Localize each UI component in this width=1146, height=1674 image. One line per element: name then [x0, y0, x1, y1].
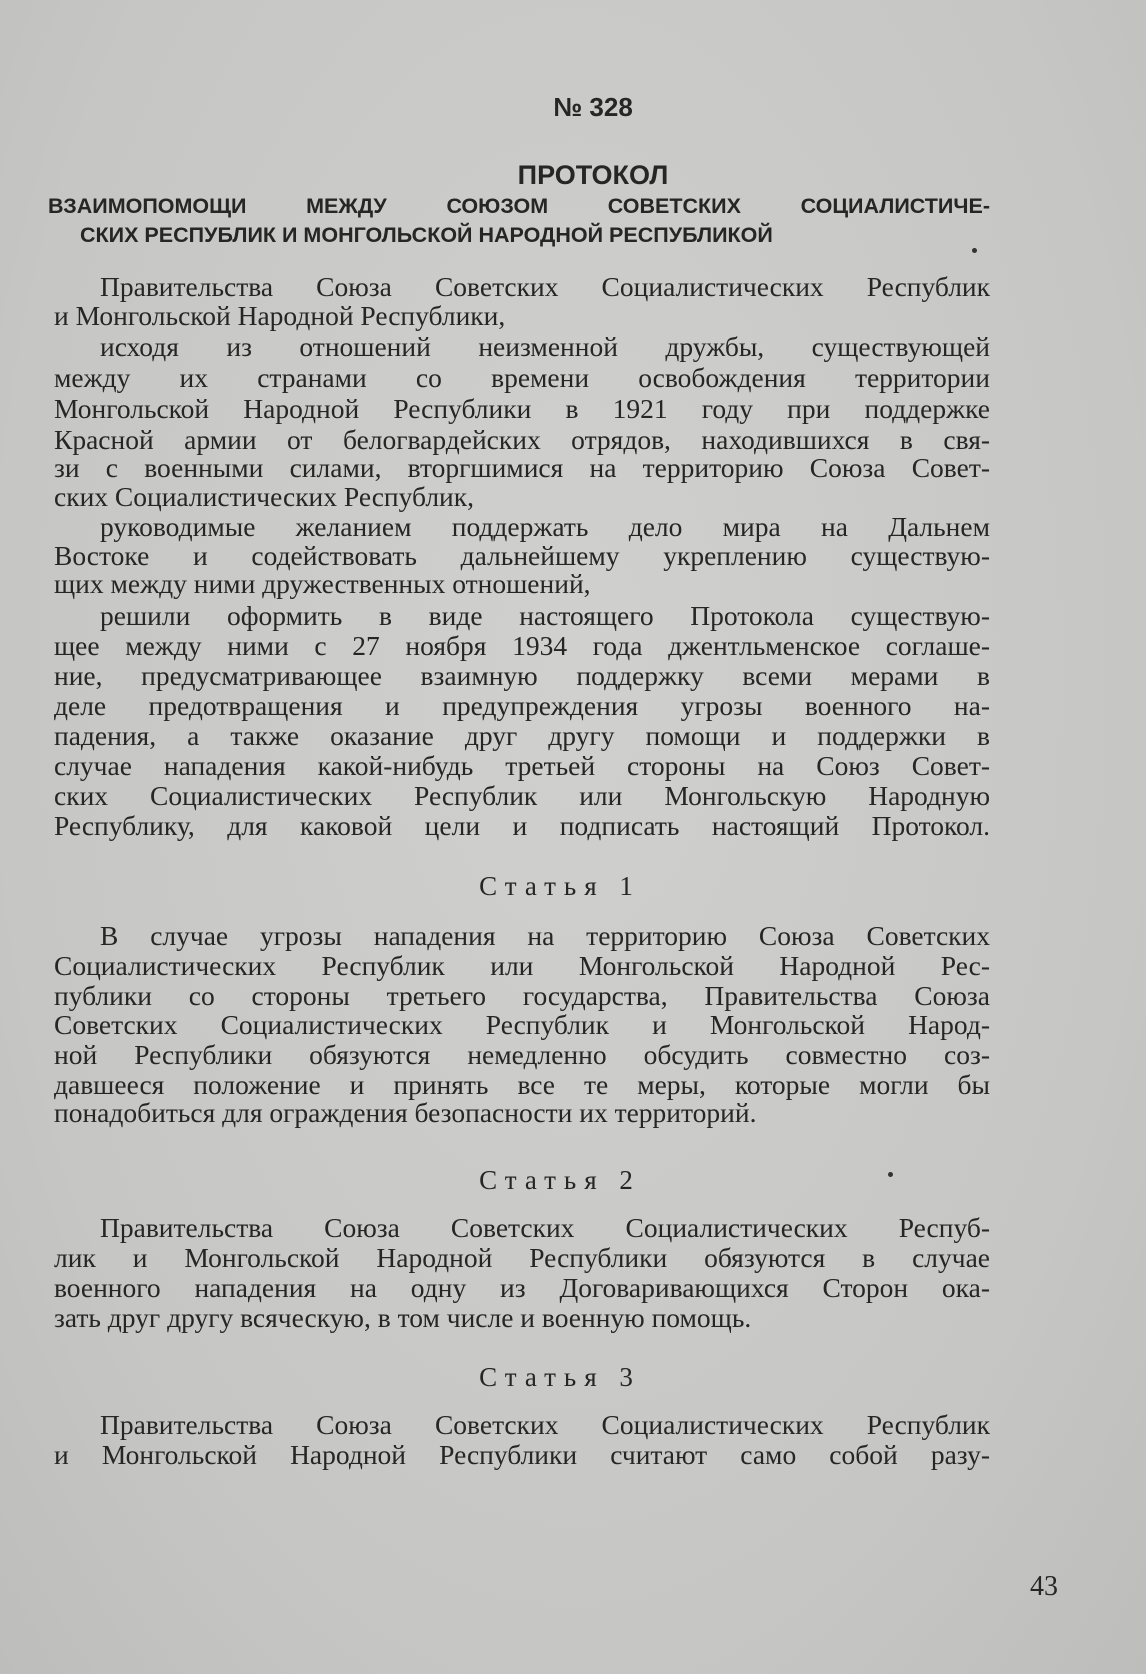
- text-line: исходя из отношений неизменной дружбы, существующей: [100, 331, 990, 362]
- text-line: руководимые желанием поддержать дело мира на Дальнем: [100, 511, 990, 542]
- text-line: деле предотвращения и предупреждения угрозы военного на-: [54, 690, 990, 721]
- text-line: Красной армии от белогвардейских отрядов, находившихся в свя-: [54, 424, 990, 455]
- text-line: ских Социалистических Республик или Монгольскую Народную: [54, 780, 990, 811]
- text-line: зи с военными силами, вторгшимися на территорию Союза Совет-: [54, 452, 990, 483]
- article-heading: Статья 2: [479, 1165, 641, 1195]
- text-line: Советских Социалистических Республик и Монгольской Народ-: [54, 1009, 990, 1040]
- text-line: и Монгольской Народной Республики считают само собой разу-: [54, 1439, 990, 1470]
- text-line: между их странами со времени освобождения территории: [54, 362, 990, 393]
- text-line: В случае угрозы нападения на территорию Союза Советских: [100, 920, 990, 951]
- text-line: зать друг другу всяческую, в том числе и военную помощь.: [54, 1302, 752, 1333]
- document-number: № 328: [553, 92, 633, 122]
- subtitle-line: СКИХ РЕСПУБЛИК И МОНГОЛЬСКОЙ НАРОДНОЙ РЕСПУБЛИКОЙ: [80, 223, 773, 247]
- text-line: Правительства Союза Советских Социалистических Республик: [100, 271, 990, 302]
- text-line: ских Социалистических Республик,: [54, 481, 475, 512]
- text-line: Востоке и содействовать дальнейшему укреплению существую-: [54, 540, 990, 571]
- ink-speck: [972, 248, 977, 253]
- text-line: ной Республики обязуются немедленно обсудить совместно соз-: [54, 1039, 990, 1070]
- text-line: случае нападения какой-нибудь третьей стороны на Союз Совет-: [54, 750, 990, 781]
- ink-speck: [888, 1172, 893, 1177]
- text-line: и Монгольской Народной Республики,: [54, 300, 506, 331]
- document-title: ПРОТОКОЛ: [517, 160, 669, 190]
- text-line: щее между ними с 27 ноября 1934 года джентльменское соглаше-: [54, 630, 990, 661]
- subtitle-line: ВЗАИМОПОМОЩИ МЕЖДУ СОЮЗОМ СОВЕТСКИХ СОЦИАЛИСТИЧЕ-: [48, 194, 990, 218]
- text-line: Монгольской Народной Республики в 1921 году при поддержке: [54, 393, 990, 424]
- text-line: Республику, для каковой цели и подписать настоящий Протокол.: [54, 810, 990, 841]
- text-line: публики со стороны третьего государства, Правительства Союза: [54, 980, 990, 1011]
- page-number: 43: [1030, 1571, 1058, 1602]
- text-line: лик и Монгольской Народной Республики обязуются в случае: [54, 1242, 990, 1273]
- text-line: щих между ними дружественных отношений,: [54, 568, 591, 599]
- text-line: Социалистических Республик или Монгольской Народной Рес-: [54, 950, 990, 981]
- article-heading: Статья 3: [479, 1362, 641, 1392]
- text-line: решили оформить в виде настоящего Протокола существую-: [100, 600, 990, 631]
- text-line: Правительства Союза Советских Социалистических Республик: [100, 1409, 990, 1440]
- text-line: военного нападения на одну из Договаривающихся Сторон ока-: [54, 1272, 990, 1303]
- article-heading: Статья 1: [479, 871, 641, 901]
- text-line: давшееся положение и принять все те меры, которые могли бы: [54, 1069, 990, 1100]
- text-line: Правительства Союза Советских Социалистических Респуб-: [100, 1212, 990, 1243]
- text-line: понадобиться для ограждения безопасности их территорий.: [54, 1097, 757, 1128]
- text-line: падения, а также оказание друг другу помощи и поддержки в: [54, 720, 990, 751]
- text-line: ние, предусматривающее взаимную поддержку всеми мерами в: [54, 660, 990, 691]
